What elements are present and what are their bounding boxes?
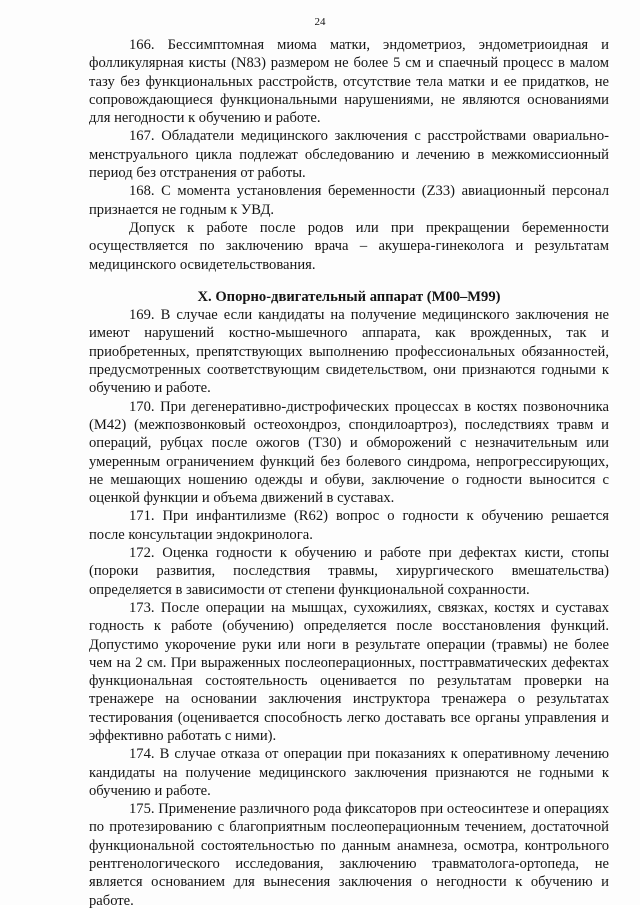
- page-number: 24: [314, 16, 326, 28]
- section-heading: X. Опорно-двигательный аппарат (M00–M99): [197, 288, 501, 305]
- paragraph-166: 166. Бессимптомная миома матки, эндометриоз, эндометриоидная и фолликулярная кисты (N83) размером не более 5 см и спаечный процесс в малом тазу без функциональных расстройств, отсутствие тела матки и ее придатков, не сопровождающиеся функциональными нарушениями, не являются основаниями для негодности к обучению и работе.: [89, 37, 609, 127]
- paragraph-admission-after-childbirth: Допуск к работе после родов или при прекращении беременности осуществляется по заключению врача – акушера-гинеколога и результатам медицинского освидетельствования.: [89, 219, 609, 273]
- paragraph-169: 169. В случае если кандидаты на получение медицинского заключения не имеют нарушений костно-мышечного аппарата, как врожденных, так и приобретенных, препятствующих выполнению профессиональных обязанностей, предусмотренных соответствующим свидетельством, они признаются годными к обучению и работе.: [89, 307, 609, 397]
- paragraph-171: 171. При инфантилизме (R62) вопрос о годности к обучению решается после консультации эндокринолога.: [89, 508, 609, 543]
- paragraph-175: 175. Применение различного рода фиксаторов при остеосинтезе и операциях по протезированию с благоприятным послеоперационным течением, достаточной функциональной состоятельностью по данным анамнеза, осмотра, контрольного рентгенологического исследования, заключению травматолога-ортопеда, не является основанием для вынесения заключения о негодности к обучению и работе.: [89, 801, 609, 909]
- paragraph-167: 167. Обладатели медицинского заключения с расстройствами овариально-менструального цикла подлежат обследованию и лечению в межкомиссионный период без отстранения от работы.: [89, 128, 609, 182]
- paragraph-168: 168. С момента установления беременности (Z33) авиационный персонал признается не годным к УВД.: [89, 183, 609, 218]
- paragraph-173: 173. После операции на мышцах, сухожилиях, связках, костях и суставах годность к работе (обучению) определяется после восстановления функций. Допустимо укорочение руки или ноги в результате операции (травмы) не более чем на 2 см. При выраженных послеоперационных, посттравматических дефектах функциональная состоятельность оценивается по результатам проверки на тренажере на основании заключения инструктора тренажера о результатах тестирования (оценивается способность легко доставать все органы управления и эффективно работать с ними).: [89, 599, 609, 744]
- paragraph-174: 174. В случае отказа от операции при показаниях к оперативному лечению кандидаты на получение медицинского заключения признаются не годными к обучению и работе.: [89, 746, 609, 799]
- paragraph-170: 170. При дегенеративно-дистрофических процессах в костях позвоночника (M42) (межпозвонковый остеохондроз, спондилоартроз), последствиях травм и операций, рубцах после ожогов (T30) и обморожений с незначительным или умеренным ограничением функций без болевого синдрома, непрогрессирующих, не мешающих ношению одежды и обуви, заключение о годности выносится с оценкой функции и объема движений в суставах.: [89, 398, 609, 507]
- page-content: [89, 36, 609, 910]
- paragraph-172: 172. Оценка годности к обучению и работе при дефектах кисти, стопы (пороки развития, последствия травмы, хирургического вмешательства) определяется в зависимости от степени функциональной сохранности.: [89, 545, 609, 598]
